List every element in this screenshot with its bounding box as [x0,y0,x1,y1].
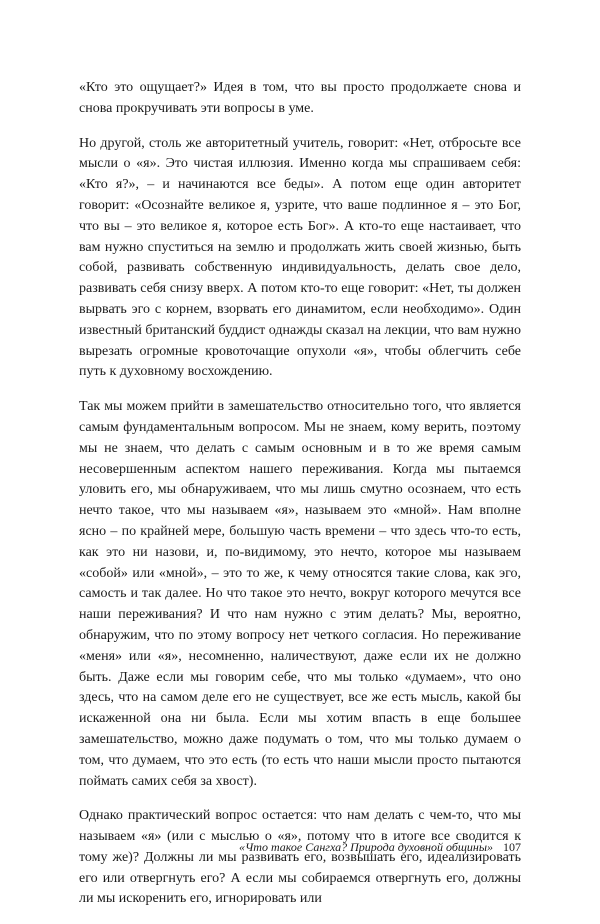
page-number: 107 [503,840,521,854]
paragraph-1: «Кто это ощущает?» Идея в том, что вы просто продолжаете снова и снова прокручивать эти вопросы в уме. [79,80,521,116]
body-text [79,78,521,924]
paragraph-4: Однако практический вопрос остается: что нам делать с чем-то, что мы называем «я» (или с мыслью о «я», потому что в итоге все сводится к тому же)? Должны ли мы развивать его, возвышать его, идеализировать его или отвергнуть его? А если мы собираемся отвергнуть его, должны ли мы искоренить его, игнорировать или [79,808,521,907]
paragraph-2: Но другой, столь же авторитетный учитель, говорит: «Нет, отбросьте все мысли о «я». Это чистая иллюзия. Именно когда мы спрашиваем себя: «Кто я?», – и начинаются все беды». А потом еще один авторитет говорит: «Осознайте великое я, узрите, что ваше подлинное я – это Бог, что вы – это великое я, которое есть Бог». А кто-то еще настаивает, что вам нужно спуститься на землю и продолжать жить своей жизнью, быть собой, развивать собственную индивидуальность, делать свое дело, развивать себя снизу вверх. А потом кто-то еще говорит: «Нет, ты должен вырвать эго с корнем, взорвать его динамитом, если необходимо». Один известный британский буддист однажды сказал на лекции, что вам нужно вырезать огромные кровоточащие опухоли «я», чтобы облегчить себе путь к духовному восхождению. [79,135,521,380]
page-footer [79,840,521,855]
paragraph-3: Так мы можем прийти в замешательство относительно того, что является самым фундаментальным вопросом. Мы не знаем, кому верить, поэтому мы не знаем, что делать с самым основным и в то же время самым несовершенным аспектом нашего переживания. Когда мы пытаемся уловить его, мы обнаруживаем, что мы лишь смутно осознаем, что есть нечто такое, что мы называем «я», называем это «мной». Нам вполне ясно – по крайней мере, большую часть времени – что здесь что-то есть, как это ни назови, и, по-видимому, это нечто, которое мы называем «собой» или «мной», – это то же, к чему относятся такие слова, как эго, самость и так далее. Но что такое это нечто, вокруг которого мечутся все наши переживания? И что нам нужно с этим делать? Мы, вероятно, обнаружим, что по этому вопросу нет четкого согласия. Но переживание «меня» или «я», несомненно, наличествуют, даже если их не должно быть. Даже если мы говорим себе, что мы только «думаем», что оно здесь, что на самом деле его не существует, все же есть мысль, какой бы искаженной она ни была. Если мы хотим впасть в еще большее замешательство, можно даже подумать о том, что мы только думаем о том, что думаем, что это есть (то есть что наши мысли просто пытаются поймать самих себя за хвост). [79,399,521,789]
running-title: «Что такое Сангха? Природа духовной общины» [239,840,493,854]
